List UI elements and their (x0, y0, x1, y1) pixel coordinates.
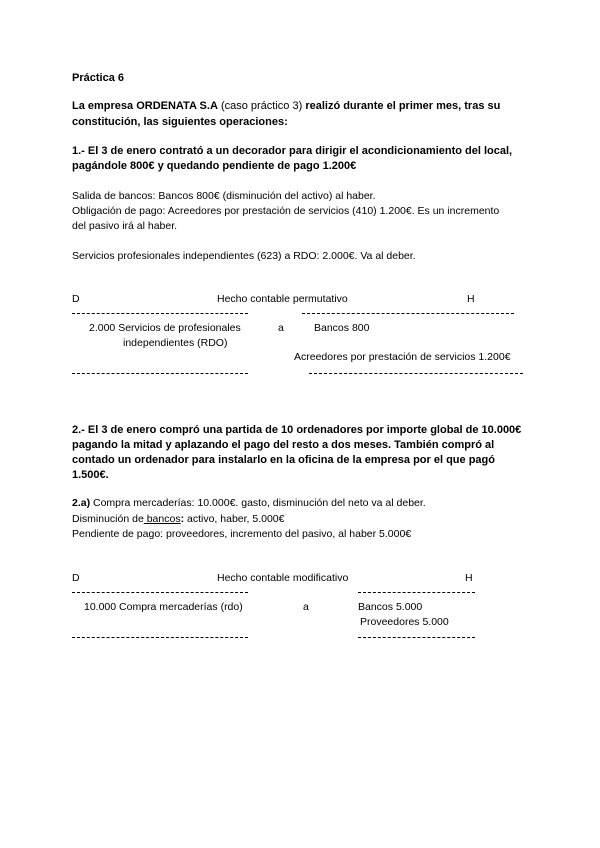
op2-heading-line-2: pagando la mitad y aplazando el pago del resto a dos meses. También compró al (72, 439, 495, 451)
op1-divider-bottom-left (72, 373, 248, 374)
op2-connector: a (303, 601, 309, 613)
op2-col-title: Hecho contable modificativo (217, 572, 349, 584)
op2-dis-word: bancos (143, 513, 181, 525)
op2-sub-label: 2.a) (72, 497, 91, 509)
op2-sub-text: Compra mercaderías: 10.000€. gasto, disminución del neto va al deber. (90, 497, 426, 509)
op1-paragraph-1: Salida de bancos: Bancos 800€ (disminución del activo) al haber. (72, 190, 376, 202)
op2-divider-bottom-left (72, 637, 248, 638)
op2-disminucion-line (72, 513, 284, 526)
op1-debit-line-2: independientes (RDO) (123, 337, 228, 349)
op1-connector: a (278, 322, 284, 334)
op1-heading-line-2: pagándole 800€ y quedando pendiente de pago 1.200€ (72, 160, 357, 172)
op1-heading-line-1: 1.- El 3 de enero contrató a un decorador para dirigir el acondicionamiento del local, (72, 145, 513, 157)
op1-col-d: D (72, 293, 80, 305)
intro-normal: (caso práctico 3) (217, 100, 306, 112)
intro-bold-b: realizó durante el primer mes, tras su (305, 100, 501, 112)
op1-debit-line-1: 2.000 Servicios de profesionales (89, 322, 241, 334)
op2-debit-line-1: 10.000 Compra mercaderías (rdo) (84, 601, 243, 613)
op2-credit-line-2: Proveedores 5.000 (360, 616, 449, 628)
op2-dis-rest: activo, haber, 5.000€ (184, 513, 285, 525)
op1-paragraph-3: del pasivo irá al haber. (72, 220, 178, 232)
op2-heading-line-4: 1.500€. (72, 469, 109, 481)
op2-dis-prefix: Disminución de (72, 513, 144, 525)
op1-divider-bottom-right (309, 373, 523, 374)
op2-col-d: D (72, 572, 80, 584)
op1-divider-top-right (302, 313, 514, 314)
op2-divider-top-right (358, 592, 475, 593)
op1-divider-top-left (72, 313, 248, 314)
op2-heading-line-3: contado un ordenador para instalarlo en la oficina de la empresa por el que pagó (72, 454, 495, 466)
op2-credit-line-1: Bancos 5.000 (358, 601, 423, 613)
op1-credit-line-2: Acreedores por prestación de servicios 1.200€ (294, 351, 511, 363)
intro-line-2: constitución, las siguientes operaciones: (72, 116, 288, 128)
op2-col-h: H (465, 572, 473, 584)
op1-credit-line-1: Bancos 800 (314, 322, 370, 334)
op1-paragraph-4: Servicios profesionales independientes (623) a RDO: 2.000€. Va al deber. (72, 250, 416, 262)
op2-heading-line-1: 2.- El 3 de enero compró una partida de 10 ordenadores por importe global de 10.000€ (72, 424, 522, 436)
intro-line-1 (72, 100, 500, 113)
op1-paragraph-2: Obligación de pago: Acreedores por prestación de servicios (410) 1.200€. Es un incremento (72, 205, 500, 217)
op2-subpoint-a (72, 497, 426, 510)
page-title: Práctica 6 (72, 72, 124, 84)
op1-col-title: Hecho contable permutativo (217, 293, 348, 305)
op2-divider-bottom-right (358, 637, 475, 638)
op2-pendiente-line: Pendiente de pago: proveedores, incremento del pasivo, al haber 5.000€ (72, 528, 412, 540)
op1-col-h: H (467, 293, 475, 305)
op2-divider-top-left (72, 592, 248, 593)
intro-bold-a: La empresa ORDENATA S.A (72, 100, 218, 112)
op2-dis-colon: : (180, 513, 185, 525)
